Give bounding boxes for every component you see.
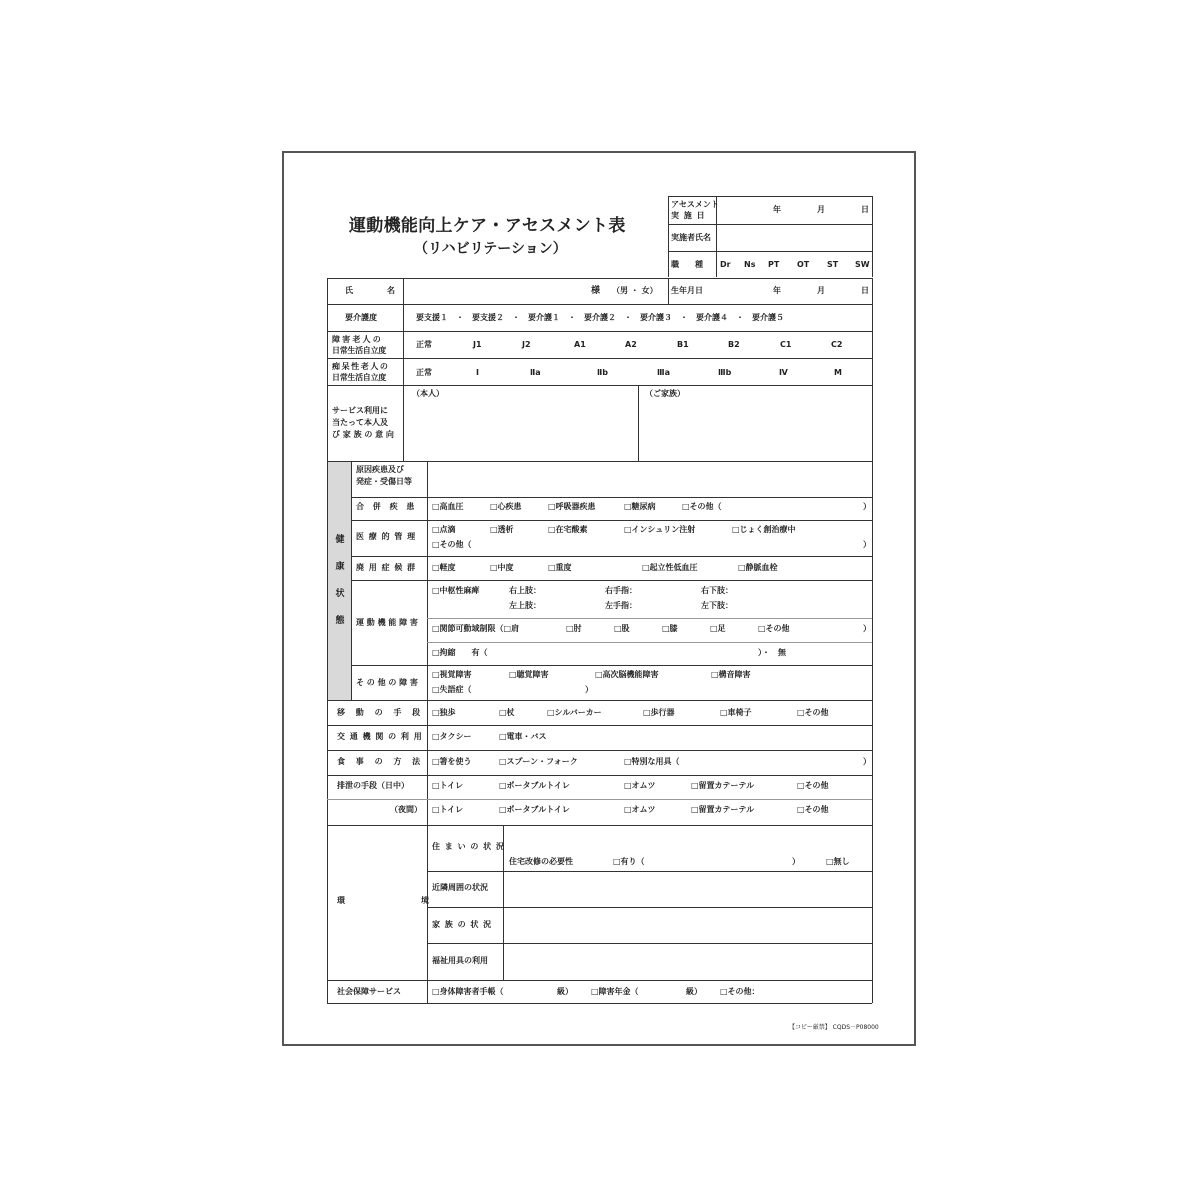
- disabled-c2[interactable]: C2: [831, 340, 843, 349]
- dementia-independence-label-2: 日常生活自立度: [332, 373, 386, 382]
- occupation-pt[interactable]: PT: [768, 260, 780, 269]
- disabled-j2[interactable]: J2: [522, 340, 531, 349]
- excretion-day-catheter[interactable]: □留置カテーテル: [691, 781, 755, 790]
- mobility-walk[interactable]: □独歩: [432, 708, 456, 717]
- dementia-iiia[interactable]: Ⅲa: [657, 368, 670, 377]
- rom-limit-hip[interactable]: □股: [614, 624, 630, 633]
- care-level-options[interactable]: 要支援１ ・ 要支援２ ・ 要介護１ ・ 要介護２ ・ 要介護３ ・ 要介護４ ・ 要介護５: [416, 313, 784, 322]
- disabled-b1[interactable]: B1: [677, 340, 689, 349]
- medical-other[interactable]: □その他（: [432, 540, 472, 549]
- rom-limit-foot[interactable]: □足: [710, 624, 726, 633]
- dementia-iv[interactable]: Ⅳ: [779, 368, 788, 377]
- left-fingers: 左手指：: [605, 601, 637, 610]
- dementia-iia[interactable]: Ⅱa: [530, 368, 541, 377]
- excretion-night-other[interactable]: □その他: [797, 805, 829, 814]
- medical-dialysis[interactable]: □透析: [490, 525, 514, 534]
- excretion-day-toilet[interactable]: □トイレ: [432, 781, 464, 790]
- dementia-normal[interactable]: 正常: [416, 368, 432, 377]
- meal-spoon-fork[interactable]: □スプーン・フォーク: [499, 757, 578, 766]
- aphasia-close-paren: ）: [585, 685, 593, 694]
- visual-impairment[interactable]: □視覚障害: [432, 670, 472, 679]
- social-other[interactable]: □その他：: [720, 987, 760, 996]
- environment-label: 環 境: [337, 896, 435, 905]
- form-title: 運動機能向上ケア・アセスメント表: [349, 216, 626, 236]
- higher-brain-dysfunction[interactable]: □高次脳機能障害: [595, 670, 659, 679]
- social-security-label: 社会保障サービス: [337, 987, 401, 996]
- dob-day-label: 日: [861, 286, 869, 295]
- disabled-b2[interactable]: B2: [728, 340, 740, 349]
- occupation-sw[interactable]: SW: [855, 260, 870, 269]
- left-lower-limb: 左下肢：: [701, 601, 733, 610]
- medical-drip[interactable]: □点滴: [432, 525, 456, 534]
- renovation-no[interactable]: □無し: [826, 857, 850, 866]
- left-upper-limb: 左上肢：: [509, 601, 541, 610]
- service-wish-label-1: サービス利用に: [332, 406, 388, 415]
- excretion-night-portable[interactable]: □ポータブルトイレ: [499, 805, 570, 814]
- service-wish-label-3: び 家 族 の 意 向: [332, 430, 394, 439]
- mobility-walker[interactable]: □歩行器: [643, 708, 675, 717]
- health-section-label: 健 康 状 態: [335, 535, 345, 626]
- family-wish-label: （ご家族）: [645, 389, 685, 398]
- contracture-yes[interactable]: □拘縮 有（: [432, 648, 488, 657]
- mobility-other[interactable]: □その他: [797, 708, 829, 717]
- cause-label-2: 発症・受傷日等: [356, 477, 412, 486]
- dob-year-label: 年: [773, 286, 781, 295]
- disabled-normal[interactable]: 正常: [416, 340, 432, 349]
- contracture-none[interactable]: ）・ 無: [758, 648, 786, 657]
- renovation-yes[interactable]: □有り（: [613, 857, 645, 866]
- rom-close-paren: ）: [863, 624, 871, 633]
- disabled-independence-label-2: 日常生活自立度: [332, 346, 386, 355]
- care-level-label: 要介護度: [345, 313, 377, 322]
- excretion-day-portable[interactable]: □ポータブルトイレ: [499, 781, 570, 790]
- dementia-iib[interactable]: Ⅱb: [597, 368, 608, 377]
- assessor-name-label: 実施者氏名: [671, 233, 711, 242]
- mobility-wheelchair[interactable]: □車椅子: [720, 708, 752, 717]
- disability-pension-grade: 級）: [686, 987, 702, 996]
- excretion-night-catheter[interactable]: □留置カテーテル: [691, 805, 755, 814]
- comorbid-heart[interactable]: □心疾患: [490, 502, 522, 511]
- comorbid-label: 合 併 疾 患: [356, 502, 418, 511]
- dementia-m[interactable]: M: [834, 368, 842, 377]
- mobility-cane[interactable]: □杖: [499, 708, 515, 717]
- dementia-iiib[interactable]: Ⅲb: [718, 368, 732, 377]
- assess-month-label: 月: [817, 205, 825, 214]
- medical-close-paren: ）: [863, 540, 871, 549]
- assess-year-label: 年: [773, 205, 781, 214]
- disuse-thrombosis[interactable]: □静脈血栓: [738, 563, 778, 572]
- transport-label: 交 通 機 関 の 利 用: [337, 732, 423, 741]
- aphasia[interactable]: □失語症（: [432, 685, 472, 694]
- self-wish-label: （本人）: [412, 389, 444, 398]
- articulation-disorder[interactable]: □構音障害: [711, 670, 751, 679]
- comorbid-respiratory[interactable]: □呼吸器疾患: [548, 502, 596, 511]
- name-label: 氏 名: [345, 286, 401, 295]
- excretion-day-label: 排泄の手段（日中）: [337, 781, 409, 790]
- right-fingers: 右手指：: [605, 586, 637, 595]
- rom-limit-other[interactable]: □その他: [758, 624, 790, 633]
- disabled-independence-label: 障 害 老 人 の: [332, 335, 381, 344]
- comorbid-other[interactable]: □その他（: [682, 502, 722, 511]
- other-disorder-label: そ の 他 の 障 害: [356, 678, 418, 687]
- excretion-night-toilet[interactable]: □トイレ: [432, 805, 464, 814]
- service-wish-label-2: 当たって本人及: [332, 418, 388, 427]
- form-code: 【コピー厳禁】 CQDS－P08000: [789, 1024, 879, 1031]
- occupation-label: 職 種: [671, 260, 703, 269]
- disability-certificate-grade: 級）: [557, 987, 573, 996]
- comorbid-diabetes[interactable]: □糖尿病: [624, 502, 656, 511]
- meal-method-label: 食 事 の 方 法: [337, 757, 425, 766]
- dob-month-label: 月: [817, 286, 825, 295]
- excretion-day-other[interactable]: □その他: [797, 781, 829, 790]
- meal-close-paren: ）: [863, 757, 871, 766]
- transport-taxi[interactable]: □タクシー: [432, 732, 472, 741]
- welfare-equipment-label: 福祉用具の利用: [432, 956, 488, 965]
- medical-bedsore[interactable]: □じょく創治療中: [732, 525, 796, 534]
- sex-options[interactable]: （男 ・ 女）: [612, 286, 658, 295]
- disabled-c1[interactable]: C1: [780, 340, 792, 349]
- meal-chopsticks[interactable]: □箸を使う: [432, 757, 472, 766]
- motor-disorder-label: 運 動 機 能 障 害: [356, 618, 418, 627]
- renovation-label: 住宅改修の必要性: [509, 857, 573, 866]
- form-subtitle: （リハビリテーション）: [414, 241, 567, 257]
- excretion-night-diaper[interactable]: □オムツ: [624, 805, 656, 814]
- medical-oxygen[interactable]: □在宅酸素: [548, 525, 588, 534]
- rom-limit-elbow[interactable]: □肘: [566, 624, 582, 633]
- right-upper-limb: 右上肢：: [509, 586, 541, 595]
- occupation-dr[interactable]: Dr: [720, 260, 731, 269]
- occupation-ns[interactable]: Ns: [744, 260, 756, 269]
- comorbid-hypertension[interactable]: □高血圧: [432, 502, 464, 511]
- medical-management-label: 医 療 的 管 理: [356, 532, 417, 541]
- dementia-independence-label: 痴 呆 性 老 人 の: [332, 362, 388, 371]
- assessment-date-label-2: 実 施 日: [671, 211, 706, 220]
- comorbid-close-paren: ）: [863, 502, 871, 511]
- occupation-ot[interactable]: OT: [797, 260, 810, 269]
- medical-insulin[interactable]: □インシュリン注射: [624, 525, 696, 534]
- hearing-impairment[interactable]: □聴覚障害: [509, 670, 549, 679]
- excretion-day-diaper[interactable]: □オムツ: [624, 781, 656, 790]
- disabled-j1[interactable]: J1: [473, 340, 482, 349]
- assessment-date-label: アセスメント: [671, 200, 719, 209]
- dementia-i[interactable]: Ⅰ: [476, 368, 479, 377]
- dob-label: 生年月日: [671, 286, 703, 295]
- neighborhood-label: 近隣周囲の状況: [432, 883, 488, 892]
- occupation-st[interactable]: ST: [827, 260, 839, 269]
- disuse-syndrome-label: 廃 用 症 候 群: [356, 563, 417, 572]
- mobility-label: 移 動 の 手 段: [337, 708, 425, 717]
- disabled-a1[interactable]: A1: [574, 340, 586, 349]
- assess-day-label: 日: [861, 205, 869, 214]
- transport-train-bus[interactable]: □電車・バス: [499, 732, 547, 741]
- disuse-severe[interactable]: □重度: [548, 563, 572, 572]
- sama-label: 様: [591, 286, 601, 296]
- disuse-mild[interactable]: □軽度: [432, 563, 456, 572]
- rom-limit-knee[interactable]: □膝: [662, 624, 678, 633]
- disabled-a2[interactable]: A2: [625, 340, 637, 349]
- rom-limit-shoulder[interactable]: □関節可動域制限（□肩: [432, 624, 520, 633]
- central-paralysis[interactable]: □中枢性麻痺: [432, 586, 480, 595]
- disability-pension[interactable]: □障害年金（: [591, 987, 639, 996]
- housing-label: 住 ま い の 状 況: [432, 842, 505, 851]
- cause-label: 原因疾患及び: [356, 465, 404, 474]
- disuse-orthostatic[interactable]: □起立性低血圧: [642, 563, 698, 572]
- disability-certificate[interactable]: □身体障害者手帳（: [432, 987, 504, 996]
- renovation-close-paren: ）: [792, 857, 800, 866]
- mobility-silvercar[interactable]: □シルバーカー: [547, 708, 602, 717]
- excretion-night-label: （夜間）: [390, 805, 422, 814]
- family-status-label: 家 族 の 状 況: [432, 920, 493, 929]
- disuse-moderate[interactable]: □中度: [490, 563, 514, 572]
- meal-special-tools[interactable]: □特別な用具（: [624, 757, 680, 766]
- right-lower-limb: 右下肢：: [701, 586, 733, 595]
